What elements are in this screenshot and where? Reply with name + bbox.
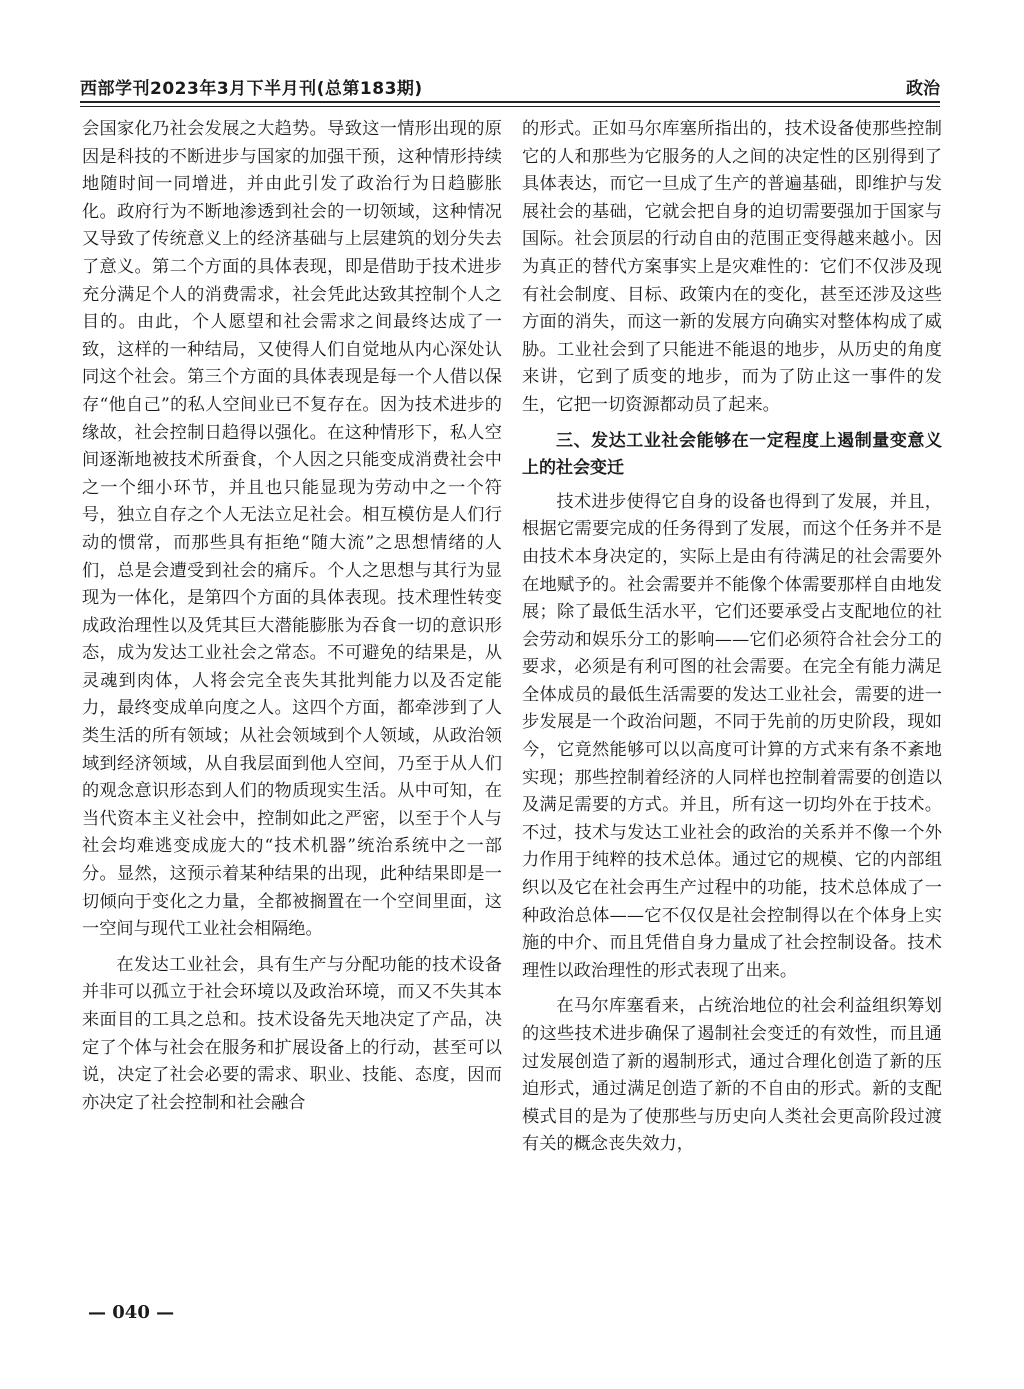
right-paragraph-1: 的形式。正如马尔库塞所指出的，技术设备使那些控制它的人和那些为它服务的人之间的决定性的区别得到了具体表达，而它一旦成了生产的普遍基础，即维护与发展社会的基础，它就会把自身的迫切需要强加于国家与国际。社会顶层的行动自由的范围正变得越来越小。因为真正的替代方案事实上是灾难性的：它们不仅涉及现有社会制度、目标、政策内在的变化，甚至还涉及这些方面的消失，而这一新的发展方向确实对整体构成了威胁。工业社会到了只能进不能退的地步，从历史的角度来讲，它到了质变的地步，而为了防止这一事件的发生，它把一切资源都动员了起来。 xyxy=(522,119,942,415)
left-column xyxy=(82,116,502,1117)
header-rule-thin xyxy=(80,106,940,107)
right-paragraph-3: 在马尔库塞看来，占统治地位的社会利益组织筹划的这些技术进步确保了遏制社会变迁的有效性，而且通过发展创造了新的遏制形式，通过合理化创造了新的压迫形式，通过满足创造了新的不自由的形式。新的支配模式目的是为了使那些与历史向人类社会更高阶段过渡有关的概念丧失效力， xyxy=(522,996,942,1155)
left-paragraph-2: 在发达工业社会，具有生产与分配功能的技术设备并非可以孤立于社会环境以及政治环境，而又不失其本来面目的工具之总和。技术设备先天地决定了产品，决定了个体与社会在服务和扩展设备上的行动，甚至可以说，决定了社会必要的需求、职业、技能、态度，因而亦决定了社会控制和社会融合 xyxy=(82,954,502,1113)
left-paragraph-1: 会国家化乃社会发展之大趋势。导致这一情形出现的原因是科技的不断进步与国家的加强干预，这种情形持续地随时间一同增进，并由此引发了政治行为日趋膨胀化。政府行为不断地渗透到社会的一切领域，这种情况又导致了传统意义上的经济基础与上层建筑的划分失去了意义。第二个方面的具体表现，即是借助于技术进步充分满足个人的消费需求，社会凭此达致其控制个人之目的。由此，个人愿望和社会需求之间最终达成了一致，这样的一种结局，又使得人们自觉地从内心深处认同这个社会。第三个方面的具体表现是每一个人借以保存“他自己”的私人空间业已不复存在。因为技术进步的缘故，社会控制日趋得以强化。在这种情形下，私人空间逐渐地被技术所蚕食，个人因之只能变成消费社会中之一个细小环节，并且也只能显现为劳动中之一个符号，独立自存之个人无法立足社会。相互模仿是人们行动的惯常，而那些具有拒绝“随大流”之思想情绪的人们，总是会遭受到社会的痛斥。个人之思想与其行为显现为一体化，是第四个方面的具体表现。技术理性转变成政治理性以及凭其巨大潜能膨胀为吞食一切的意识形态，成为发达工业社会之常态。不可避免的结果是，从灵魂到肉体，人将会完全丧失其批判能力以及否定能力，最终变成单向度之人。这四个方面，都牵涉到了人类生活的所有领域；从社会领域到个人领域，从政治领域到经济领域，从自我层面到他人空间，乃至于从人们的观念意识形态到人们的物质现实生活。从中可知，在当代资本主义社会中，控制如此之严密，以至于个人与社会均难逃变成庞大的“技术机器”统治系统中之一部分。显然，这预示着某种结果的出现，此种结果即是一切倾向于变化之力量，全都被搁置在一个空间里面，这一空间与现代工业社会相隔绝。 xyxy=(82,119,502,940)
journal-masthead: 西部学刊2023年3月下半月刊(总第183期) xyxy=(80,79,423,99)
section-label: 政治 xyxy=(906,79,940,99)
page-number: — 040 — xyxy=(88,1302,175,1323)
section-heading: 三、发达工业社会能够在一定程度上遏制量变意义上的社会变迁 xyxy=(522,430,942,479)
right-paragraph-2: 技术进步使得它自身的设备也得到了发展，并且，根据它需要完成的任务得到了发展，而这个任务并不是由技术本身决定的，实际上是由有待满足的社会需要外在地赋予的。社会需要并不能像个体需要那样自由地发展；除了最低生活水平，它们还要承受占支配地位的社会劳动和娱乐分工的影响——它们必须符合社会分工的要求，必须是有利可图的社会需要。在完全有能力满足全体成员的最低生活需要的发达工业社会，需要的进一步发展是一个政治问题，不同于先前的历史阶段，现如今，它竟然能够可以以高度可计算的方式来有条不紊地实现；那些控制着经济的人同样也控制着需要的创造以及满足需要的方式。并且，所有这一切均外在于技术。不过，技术与发达工业社会的政治的关系并不像一个外力作用于纯粹的技术总体。通过它的规模、它的内部组织以及它在社会再生产过程中的功能，技术总体成了一种政治总体——它不仅仅是社会控制得以在个体身上实施的中介、而且凭借自身力量成了社会控制设备。技术理性以政治理性的形式表现了出来。 xyxy=(522,491,942,981)
header-rule-thick xyxy=(80,101,940,103)
right-column xyxy=(522,116,942,1159)
running-header xyxy=(80,70,940,100)
